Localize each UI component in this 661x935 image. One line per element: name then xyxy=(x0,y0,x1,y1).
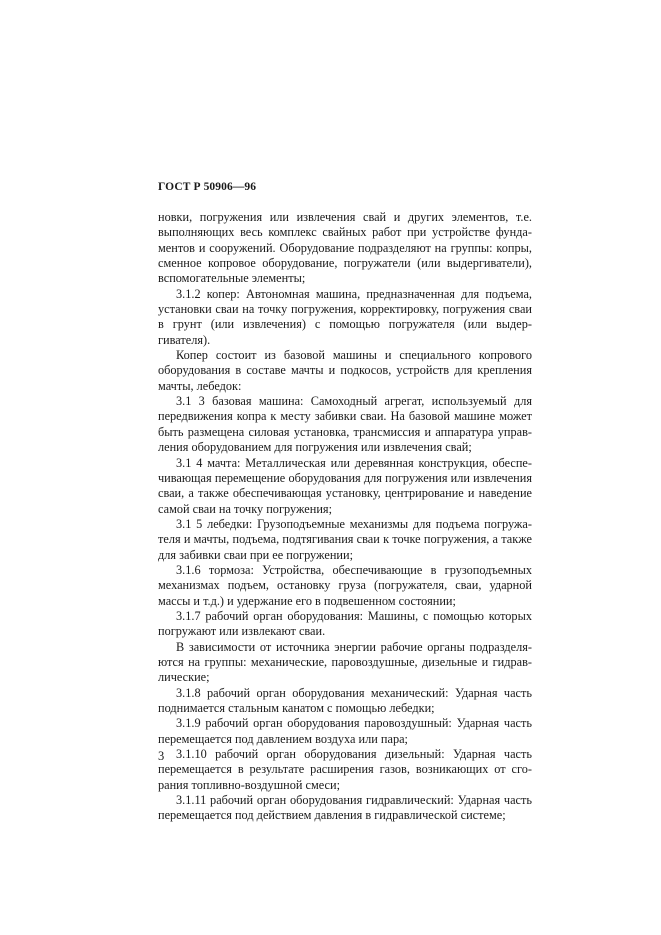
paragraph: Копер состоит из базовой машины и специального копрового оборудования в составе мачты и подкосов, устройств для крепления мачты, лебедок: xyxy=(158,348,532,393)
paragraph: 3.1.11 рабочий орган оборудования гидравлический: Ударная часть перемещается под действием давления в гидравлической системе; xyxy=(158,793,532,823)
page-number: 3 xyxy=(158,749,165,763)
document-header: ГОСТ Р 50906—96 xyxy=(158,181,257,193)
paragraph: 3.1.6 тормоза: Устройства, обеспечивающие в грузоподъемных механизмах подъем, остановку груза (погружателя, сваи, ударной массы и т.д.) и удержание его в подвешенном состоянии; xyxy=(158,562,532,608)
paragraph: 3.1 4 мачта: Металлическая или деревянная конструкция, обеспечивающая перемещение оборудования для погружения или извлечения сваи, а также обеспечивающая установку, центрирование и наведение самой сваи на точку погружения; xyxy=(158,455,532,516)
paragraph: новки, погружения или извлечения свай и других элементов, т.е. выполняющих весь комплекс свайных работ при устройстве фундаментов и сооружений. Оборудование подразделяют на группы: копры, сменное копровое оборудование, погружатели (или выдергиватели), вспомогательные элементы; xyxy=(158,210,532,286)
paragraph: 3.1.10 рабочий орган оборудования дизельный: Ударная часть перемещается в результате расширения газов, возникающих от сгорания топливно-воздушной смеси; xyxy=(158,747,532,792)
paragraph: 3.1.9 рабочий орган оборудования паровоздушный: Ударная часть перемещается под давлением воздуха или пара; xyxy=(158,716,532,746)
paragraph: 3.1.7 рабочий орган оборудования: Машины, с помощью которых погружают или извлекают сваи. xyxy=(158,608,532,639)
paragraph: 3.1 3 базовая машина: Самоходный агрегат, используемый для передвижения копра к месту забивки сваи. На базовой машине может быть размещена силовая установка, трансмиссия и аппаратура управления оборудованием для погружения или извлечения свай; xyxy=(158,394,532,455)
paragraph: 3.1.2 копер: Автономная машина, предназначенная для подъема, установки сваи на точку погружения, корректировку, погружения сваи в грунт (или извлечения) с помощью погружателя (или выдергивателя). xyxy=(158,286,532,347)
paragraph: 3.1 5 лебедки: Грузоподъемные механизмы для подъема погружателя и мачты, подъема, подтягивания сваи к точке погружения, а также для забивки сваи при ее погружении; xyxy=(158,516,532,562)
document-body xyxy=(158,210,532,824)
paragraph: В зависимости от источника энергии рабочие органы подразделяются на группы: механические, паровоздушные, дизельные и гидравлические; xyxy=(158,639,532,685)
paragraph: 3.1.8 рабочий орган оборудования механический: Ударная часть поднимается стальным канатом с помощью лебедки; xyxy=(158,685,532,715)
